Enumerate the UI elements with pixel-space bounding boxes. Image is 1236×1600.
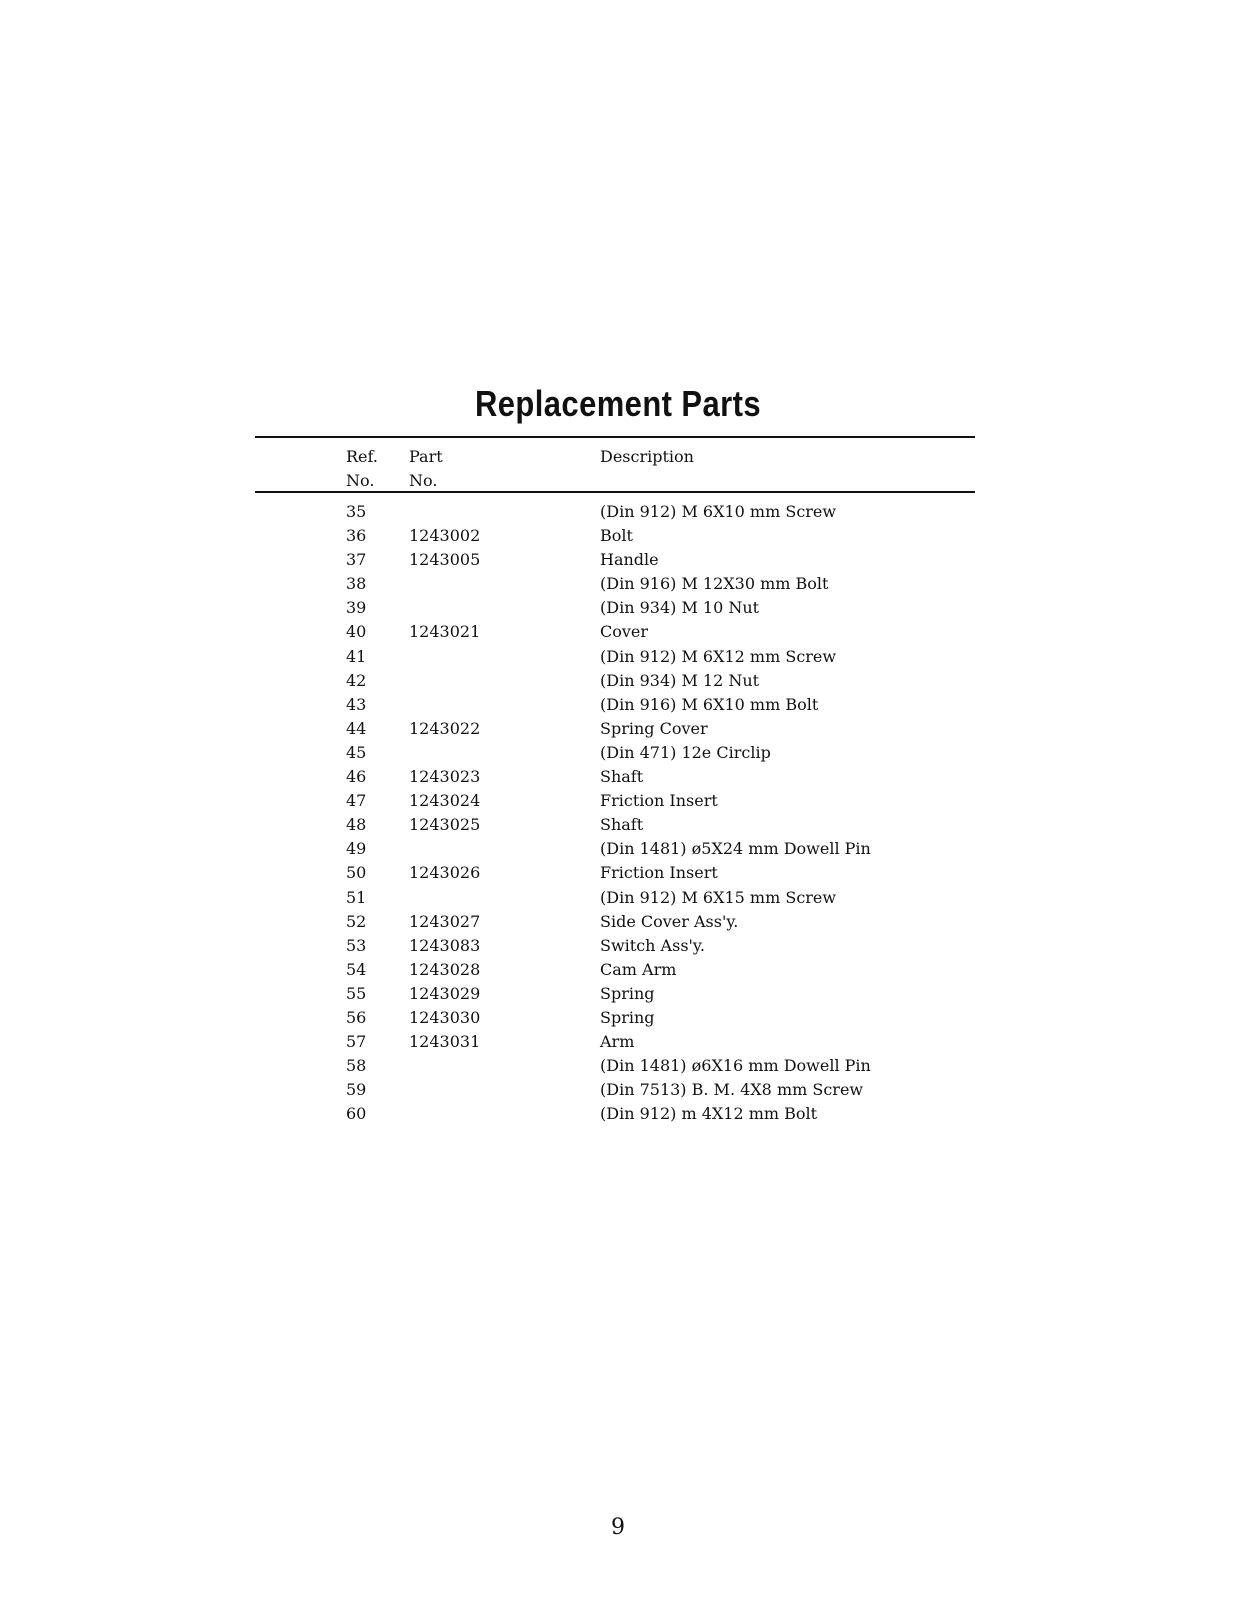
ref-no-cell: 49 (346, 839, 367, 859)
table-row (0, 693, 1236, 717)
page-number: 9 (611, 1515, 625, 1540)
description-cell: Side Cover Ass'y. (600, 911, 739, 931)
table-row (0, 717, 1236, 741)
ref-no-cell: 46 (346, 767, 367, 787)
part-no-cell: 1243026 (409, 863, 481, 883)
ref-no-header (346, 445, 378, 493)
description-cell: (Din 912) M 6X12 mm Screw (600, 646, 837, 666)
part-header-line1: Part (409, 447, 443, 466)
part-no-cell: 1243002 (409, 526, 481, 546)
part-no-cell: 1243030 (409, 1007, 481, 1027)
ref-no-cell: 52 (346, 911, 367, 931)
table-row (0, 548, 1236, 572)
table-row (0, 500, 1236, 524)
table-row (0, 645, 1236, 669)
ref-no-cell: 37 (346, 550, 367, 570)
table-row (0, 765, 1236, 789)
ref-header-line1: Ref. (346, 447, 378, 466)
table-row (0, 813, 1236, 837)
table-row (0, 741, 1236, 765)
ref-no-cell: 45 (346, 742, 367, 762)
description-cell: (Din 934) M 12 Nut (600, 670, 760, 690)
description-cell: Spring (600, 983, 655, 1003)
ref-no-cell: 42 (346, 670, 367, 690)
ref-no-cell: 39 (346, 598, 367, 618)
description-cell: Shaft (600, 767, 644, 787)
table-row (0, 572, 1236, 596)
description-cell: Arm (600, 1032, 635, 1052)
table-row (0, 1006, 1236, 1030)
table-row (0, 789, 1236, 813)
part-no-cell: 1243024 (409, 791, 481, 811)
header-top-rule (255, 436, 975, 438)
description-cell: (Din 916) M 6X10 mm Bolt (600, 694, 819, 714)
ref-no-cell: 48 (346, 815, 367, 835)
ref-no-cell: 38 (346, 574, 367, 594)
ref-no-cell: 44 (346, 718, 367, 738)
ref-no-cell: 51 (346, 887, 367, 907)
table-row (0, 886, 1236, 910)
parts-table (0, 500, 1236, 1126)
description-cell: (Din 912) M 6X10 mm Screw (600, 502, 837, 521)
table-row (0, 1102, 1236, 1126)
ref-no-cell: 50 (346, 863, 367, 883)
description-cell: Friction Insert (600, 791, 718, 811)
part-no-cell: 1243027 (409, 911, 481, 931)
description-cell: (Din 471) 12e Circlip (600, 742, 771, 762)
table-row (0, 958, 1236, 982)
description-header (600, 445, 694, 469)
ref-header-line2: No. (346, 471, 375, 490)
part-no-cell: 1243022 (409, 718, 481, 738)
ref-no-cell: 55 (346, 983, 367, 1003)
table-row (0, 596, 1236, 620)
ref-no-cell: 36 (346, 526, 367, 546)
table-row (0, 1030, 1236, 1054)
part-no-cell: 1243023 (409, 767, 481, 787)
description-cell: (Din 916) M 12X30 mm Bolt (600, 574, 829, 594)
part-no-cell: 1243031 (409, 1032, 481, 1052)
part-no-cell: 1243029 (409, 983, 481, 1003)
part-no-cell: 1243005 (409, 550, 481, 570)
description-cell: Bolt (600, 526, 633, 546)
ref-no-cell: 53 (346, 935, 367, 955)
description-cell: Handle (600, 550, 659, 570)
part-no-cell: 1243083 (409, 935, 481, 955)
description-cell: Cam Arm (600, 959, 677, 979)
table-row (0, 669, 1236, 693)
table-row (0, 861, 1236, 885)
page-title: Replacement Parts (474, 383, 762, 424)
description-cell: Friction Insert (600, 863, 718, 883)
table-row (0, 982, 1236, 1006)
ref-no-cell: 40 (346, 622, 367, 642)
ref-no-cell: 58 (346, 1056, 367, 1076)
table-row (0, 620, 1236, 644)
table-row (0, 837, 1236, 861)
part-no-cell: 1243021 (409, 622, 481, 642)
description-header-label: Description (600, 447, 694, 466)
description-cell: Switch Ass'y. (600, 935, 705, 955)
description-cell: (Din 912) m 4X12 mm Bolt (600, 1104, 818, 1124)
table-row (0, 910, 1236, 934)
part-header-line2: No. (409, 471, 438, 490)
description-cell: (Din 1481) ø6X16 mm Dowell Pin (600, 1056, 871, 1076)
ref-no-cell: 43 (346, 694, 367, 714)
description-cell: (Din 7513) B. M. 4X8 mm Screw (600, 1080, 864, 1100)
description-cell: Cover (600, 622, 649, 642)
ref-no-cell: 59 (346, 1080, 367, 1100)
ref-no-cell: 54 (346, 959, 367, 979)
table-row (0, 1078, 1236, 1102)
description-cell: Spring (600, 1007, 655, 1027)
description-cell: (Din 1481) ø5X24 mm Dowell Pin (600, 839, 871, 859)
description-cell: (Din 934) M 10 Nut (600, 598, 760, 618)
table-row (0, 934, 1236, 958)
part-no-cell: 1243028 (409, 959, 481, 979)
ref-no-cell: 47 (346, 791, 367, 811)
ref-no-cell: 57 (346, 1032, 367, 1052)
description-cell: Shaft (600, 815, 644, 835)
ref-no-cell: 56 (346, 1007, 367, 1027)
part-no-header (409, 445, 443, 493)
header-bottom-rule (255, 491, 975, 493)
description-cell: (Din 912) M 6X15 mm Screw (600, 887, 837, 907)
part-no-cell: 1243025 (409, 815, 481, 835)
description-cell: Spring Cover (600, 718, 708, 738)
table-row (0, 1054, 1236, 1078)
ref-no-cell: 41 (346, 646, 367, 666)
ref-no-cell: 35 (346, 502, 367, 521)
ref-no-cell: 60 (346, 1104, 367, 1124)
table-row (0, 524, 1236, 548)
